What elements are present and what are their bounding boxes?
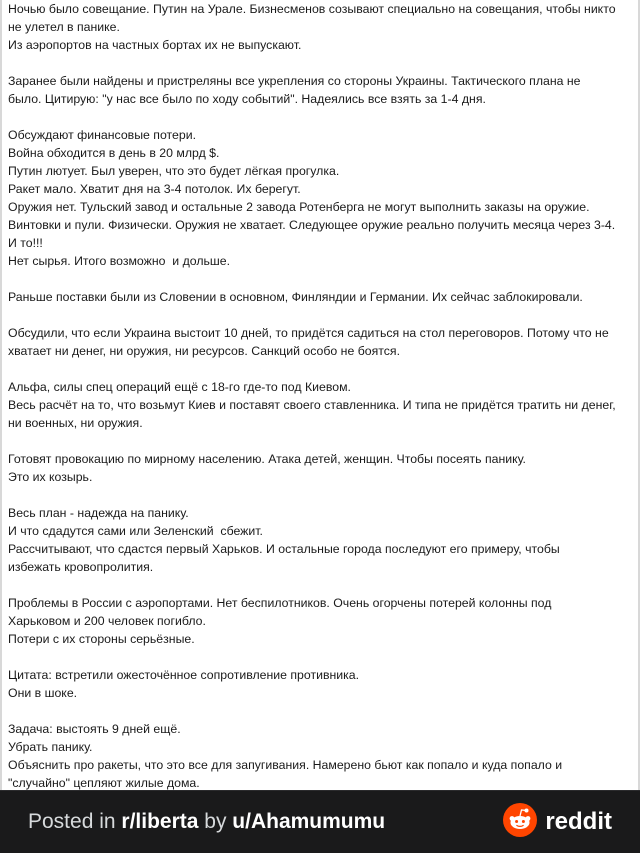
post-line: Винтовки и пули. Физически. Оружия не хватает. Следующее оружие реально получить месяца через 3-4. bbox=[8, 218, 616, 232]
post-line: И то!!! bbox=[8, 236, 43, 250]
posted-prefix: Posted in bbox=[28, 810, 122, 833]
reddit-snoo-icon bbox=[503, 803, 537, 842]
post-line: Обсуждают финансовые потери. bbox=[8, 128, 196, 142]
post-line: хватает ни денег, ни оружия, ни ресурсов. Санкций особо не боятся. bbox=[8, 344, 400, 358]
post-line: не улетел в панике. bbox=[8, 20, 120, 34]
post-line: Ночью было совещание. Путин на Урале. Бизнесменов созывают специально на совещания, чтобы никто bbox=[8, 2, 616, 16]
reddit-wordmark: reddit bbox=[545, 808, 612, 835]
post-line bbox=[8, 432, 632, 450]
post-line bbox=[8, 270, 632, 288]
post-line bbox=[8, 486, 632, 504]
reddit-brand[interactable] bbox=[503, 805, 612, 839]
post-line: Обсудили, что если Украина выстоит 10 дней, то придётся садиться на стол переговоров. Потому что не bbox=[8, 326, 609, 340]
post-line: Весь расчёт на то, что возьмут Киев и поставят своего ставленника. И типа не придётся тратить ни денег, bbox=[8, 398, 616, 412]
username-link[interactable]: u/Ahamumumu bbox=[232, 810, 386, 833]
post-line: "случайно" цепляют жилые дома. bbox=[8, 776, 200, 790]
post-line bbox=[8, 360, 632, 378]
post-line bbox=[8, 54, 632, 72]
post-line: Объяснить про ракеты, что это все для запугивания. Намерено бьют как попало и куда попало и bbox=[8, 758, 563, 772]
post-line: Из аэропортов на частных бортах их не выпускают. bbox=[8, 38, 302, 52]
post-line: Альфа, силы спец операций ещё с 18-го где-то под Киевом. bbox=[8, 380, 351, 394]
subreddit-link[interactable]: r/liberta bbox=[121, 810, 199, 833]
post-line: избежать кровопролития. bbox=[8, 560, 154, 574]
reddit-footer-bar bbox=[0, 790, 640, 853]
by-text: by bbox=[198, 810, 233, 833]
post-line bbox=[8, 702, 632, 720]
posted-in-caption bbox=[28, 809, 385, 835]
post-line: Ракет мало. Хватит дня на 3-4 потолок. Их берегут. bbox=[8, 182, 301, 196]
post-line: ни военных, ни оружия. bbox=[8, 416, 143, 430]
post-line: Они в шоке. bbox=[8, 686, 78, 700]
post-line bbox=[8, 306, 632, 324]
post-line: Нет сырья. Итого возможно и дольше. bbox=[8, 254, 231, 268]
post-line: И что сдадутся сами или Зеленский сбежит. bbox=[8, 524, 263, 538]
post-text bbox=[8, 0, 632, 810]
post-line bbox=[8, 576, 632, 594]
post-line: Убрать панику. bbox=[8, 740, 93, 754]
post-line: Весь план - надежда на панику. bbox=[8, 506, 189, 520]
post-line: Раньше поставки были из Словении в основном, Финляндии и Германии. Их сейчас заблокировали. bbox=[8, 290, 583, 304]
post-line: Война обходится в день в 20 млрд $. bbox=[8, 146, 220, 160]
post-line: было. Цитирую: "у нас все было по ходу событий". Надеялись все взять за 1-4 дня. bbox=[8, 92, 486, 106]
post-line: Путин лютует. Был уверен, что это будет лёгкая прогулка. bbox=[8, 164, 340, 178]
post-line: Задача: выстоять 9 дней ещё. bbox=[8, 722, 181, 736]
card-left-border bbox=[0, 0, 2, 790]
post-line: Рассчитывают, что сдастся первый Харьков. И остальные города последуют его примеру, чтобы bbox=[8, 542, 560, 556]
post-line: Оружия нет. Тульский завод и остальные 2 завода Ротенберга не могут выполнить заказы на оружие. bbox=[8, 200, 590, 214]
post-line: Харьковом и 200 человек погибло. bbox=[8, 614, 206, 628]
post-line: Проблемы в России с аэропортами. Нет беспилотников. Очень огорчены потерей колонны под bbox=[8, 596, 552, 610]
post-line: Готовят провокацию по мирному населению. Атака детей, женщин. Чтобы посеять панику. bbox=[8, 452, 526, 466]
post-line bbox=[8, 648, 632, 666]
post-line: Потери с их стороны серьёзные. bbox=[8, 632, 195, 646]
post-line: Это их козырь. bbox=[8, 470, 93, 484]
post-line bbox=[8, 108, 632, 126]
post-line: Заранее были найдены и пристреляны все укрепления со стороны Украины. Тактического плана не bbox=[8, 74, 581, 88]
post-line: Цитата: встретили ожесточённое сопротивление противника. bbox=[8, 668, 360, 682]
